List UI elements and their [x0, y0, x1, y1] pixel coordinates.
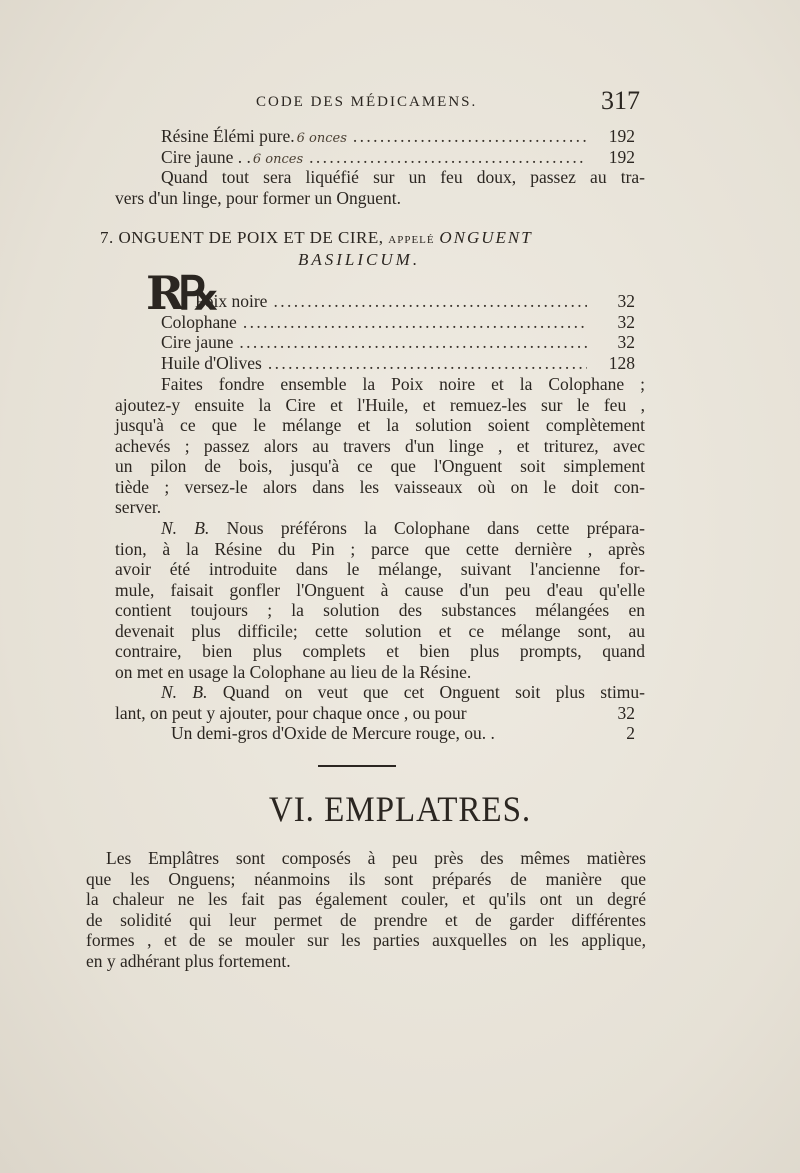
paragraph-line: en y adhérant plus fortement.	[86, 950, 291, 971]
paragraph-line: tion, à la Résine du Pin ; parce que cette dernière , après	[115, 538, 645, 559]
note-text: Un demi-gros d'Oxide de Mercure rouge, ou. .	[171, 723, 495, 743]
ingredient-quantity: 32	[617, 311, 635, 332]
note-text: Nous préférons la Colophane dans cette prépara-	[226, 518, 645, 538]
ingredient-quantity: 32	[617, 332, 635, 352]
note-text: lant, on peut y ajouter, pour chaque once , ou pour	[115, 702, 467, 723]
paragraph-line: un pilon de bois, jusqu'à ce que l'Onguent soit simplement	[115, 456, 645, 476]
note-dose-line	[115, 703, 645, 724]
paragraph-line: ajoutez-y ensuite la Cire et l'Huile, et remuez-les sur le feu ,	[115, 394, 645, 415]
ingredient-name: Cire jaune . .	[161, 146, 251, 167]
ingredient-name: Huile d'Olives	[161, 352, 262, 373]
paragraph-line: tiède ; versez-le alors dans les vaisseaux où on le doit con-	[115, 476, 645, 497]
note-dose-line	[115, 723, 645, 744]
paragraph-line: Faites fondre ensemble la Poix noire et la Colophane ;	[161, 374, 645, 394]
ingredient-name: Colophane	[161, 311, 237, 332]
dot-leader	[243, 312, 587, 333]
section-heading	[100, 228, 660, 269]
handwritten-note: 6 onces	[252, 151, 304, 167]
page-number: 317	[601, 86, 640, 115]
page-header	[160, 86, 640, 122]
section-number: 7.	[100, 228, 114, 247]
section-title-main: ONGUENT DE POIX ET DE CIRE,	[118, 228, 384, 247]
ingredient-quantity: 192	[608, 146, 635, 167]
paragraph-line: on met en usage la Colophane au lieu de la Résine.	[115, 661, 472, 682]
dot-leader	[273, 291, 587, 312]
dot-leader	[268, 353, 587, 374]
paragraph-line: achevés ; passez alors au travers d'un linge , et triturez, avec	[115, 435, 645, 456]
paragraph-line: vers d'un linge, pour former un Onguent.	[115, 187, 402, 208]
chapter-title: VI. EMPLATRES.	[268, 789, 532, 829]
dot-leader	[353, 126, 587, 147]
ingredient-quantity: 32	[617, 291, 635, 311]
dot-leader	[239, 332, 587, 353]
paragraph-line: contient toujours ; la solution des substances mélangées en	[115, 600, 645, 620]
ingredient-row	[115, 126, 645, 147]
ingredient-row	[115, 312, 645, 333]
recipe-symbol: R℞	[146, 266, 214, 320]
ingredient-row	[115, 332, 645, 353]
note-paragraph-1	[115, 518, 645, 682]
paragraph-line: Quand tout sera liquéfié sur un feu doux, passez au tra-	[161, 167, 645, 187]
handwritten-note: 6 onces	[296, 131, 347, 146]
note-first-line	[115, 518, 645, 539]
ingredient-name: Cire jaune	[161, 332, 234, 352]
note-first-line	[115, 682, 645, 703]
running-head: CODE DES MÉDICAMENS.	[256, 94, 478, 110]
paragraph-line: contraire, bien plus complets et bien plus prompts, quand	[115, 641, 645, 661]
ingredient-quantity: 128	[608, 352, 635, 373]
note-label: N. B.	[161, 518, 210, 538]
note-label: N. B.	[161, 682, 208, 702]
paragraph-line: la chaleur ne les fait pas également couler, et qu'ils ont un degré	[86, 889, 646, 909]
recipe-ingredient-list	[115, 291, 645, 373]
paragraph-line: jusqu'à ce que le mélange et la solution soient complètement	[115, 415, 645, 435]
note-text: Quand on veut que cet Onguent soit plus stimu-	[222, 682, 646, 702]
section-title-italic: ONGUENT	[439, 228, 533, 247]
instructions-paragraph	[115, 374, 645, 518]
ingredient-row	[115, 353, 645, 374]
note-paragraph-2	[115, 682, 645, 744]
top-ingredient-list	[115, 126, 645, 208]
ingredient-row	[115, 291, 645, 312]
paragraph-line: formes , et de se mouler sur les parties auxquelles on les applique,	[86, 930, 646, 950]
paragraph-line: devenait plus difficile; cette solution et ce mélange sont, au	[115, 620, 645, 641]
ingredient-name: Poix noire	[195, 291, 268, 311]
ingredient-row	[115, 147, 645, 168]
chapter-paragraph	[86, 848, 646, 971]
ingredient-name: Résine Élémi pure.	[161, 126, 295, 146]
paragraph-line: server.	[115, 497, 162, 517]
paragraph-line: avoir été introduite dans le mélange, suivant l'ancienne for-	[115, 559, 645, 579]
paragraph-line: que les Onguens; néanmoins ils sont préparés de manière que	[86, 868, 646, 889]
paragraph-line: de solidité qui leur permet de prendre et de garder différentes	[86, 909, 646, 930]
section-title-small: APPELÉ	[388, 234, 435, 246]
dose-quantity: 2	[626, 723, 635, 743]
section-title-sub: BASILICUM.	[298, 250, 421, 269]
dot-leader	[309, 147, 587, 168]
paragraph-line: mule, faisait gonfler l'Onguent à cause d'un peu d'eau qu'elle	[115, 579, 645, 600]
ingredient-quantity: 192	[608, 126, 635, 146]
section-divider	[318, 765, 396, 767]
dose-quantity: 32	[617, 702, 635, 723]
paragraph-line: Les Emplâtres sont composés à peu près des mêmes matières	[106, 848, 646, 868]
